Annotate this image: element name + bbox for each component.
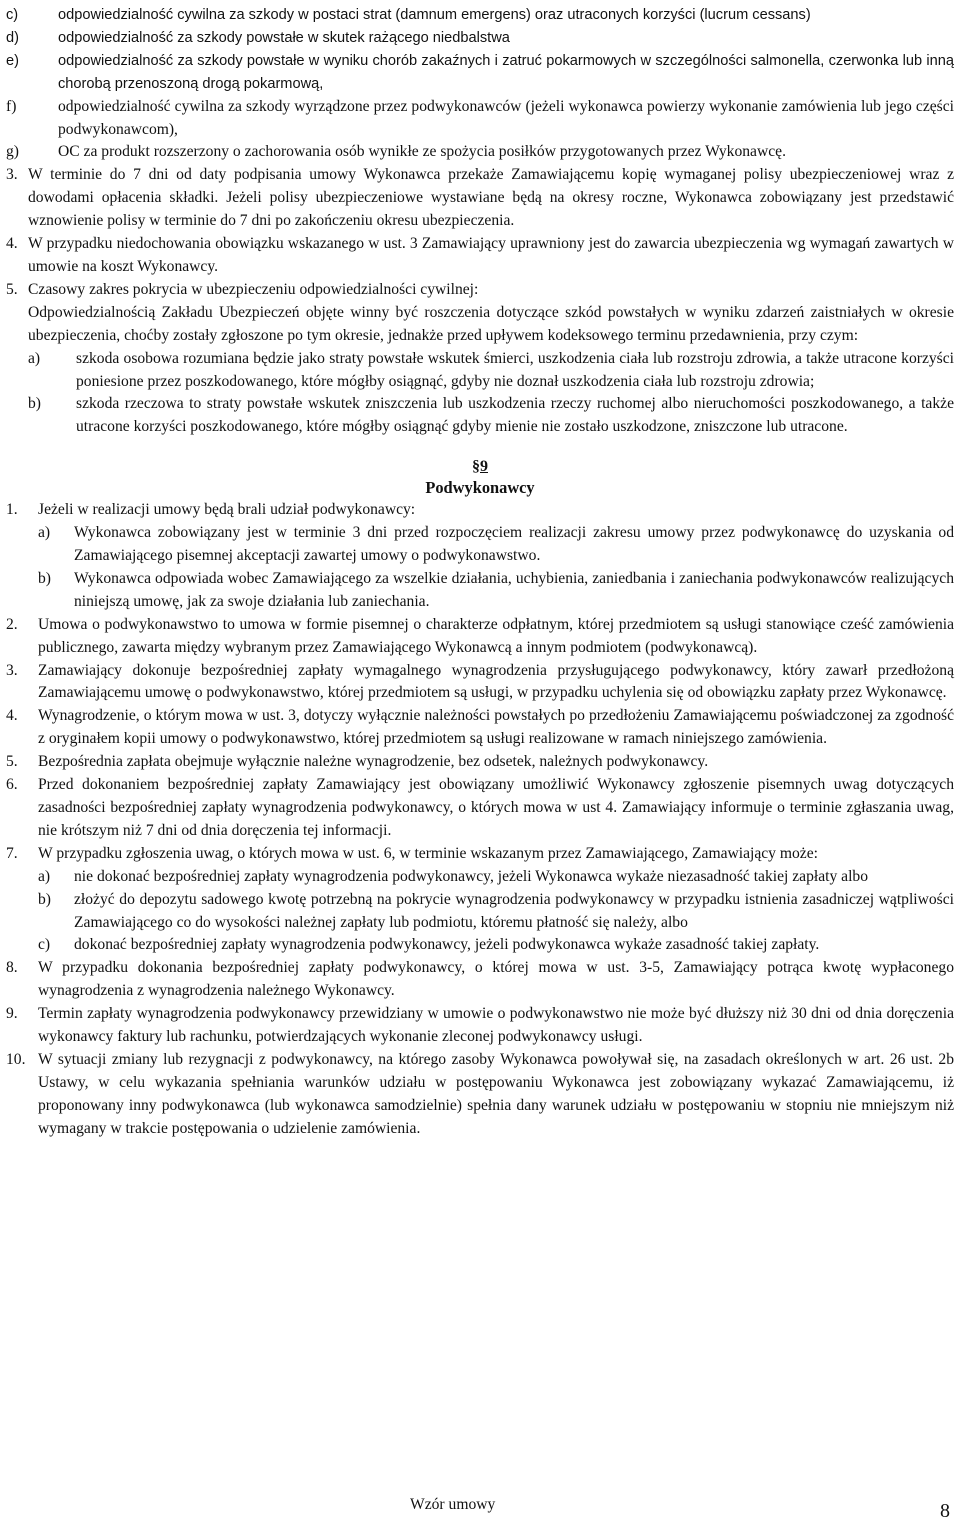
point-label: 6.	[6, 776, 18, 794]
s9-point-9	[6, 1003, 954, 1049]
item-text: odpowiedzialność za szkody powstałe w wyniku chorób zakaźnych i zatruć pokarmowych w szczególności salmonella, czerwonka lub inną chorobą przenoszoną drogą pokarmową,	[58, 52, 954, 92]
list-item	[6, 522, 954, 568]
point-heading: Czasowy zakres pokrycia w ubezpieczeniu odpowiedzialności cywilnej:	[28, 280, 479, 298]
point-text: Wynagrodzenie, o którym mowa w ust. 3, dotyczy wyłącznie należności powstałych po przedłożeniu Zamawiającemu poświadczonej za zgodność z oryginałem kopii umowy o podwykonawstwo, której przedmiotem są usługi realizowane w ramach niniejszego zamówienia.	[38, 707, 954, 748]
item-label: a)	[38, 867, 51, 885]
point-text: Jeżeli w realizacji umowy będą brali udział podwykonawcy:	[38, 501, 416, 519]
list-item	[6, 50, 954, 96]
item-text: złożyć do depozytu sadowego kwotę potrzebną na pokrycie wynagrodzenia podwykonawcy w przypadku istnienia zasadniczej wątpliwości Zamawiającego co do wysokości należnej zapłaty lub podmiotu, któremu płatność się należy, albo	[74, 890, 954, 931]
s9-point-4	[6, 705, 954, 751]
point-label: 3.	[6, 166, 18, 184]
point-label: 9.	[6, 1005, 18, 1023]
list-item	[6, 889, 954, 935]
item-text: dokonać bezpośredniej zapłaty wynagrodzenia podwykonawcy, jeżeli podwykonawca wykaże zasadność takiej zapłaty.	[74, 936, 820, 954]
point-text: W przypadku niedochowania obowiązku wskazanego w ust. 3 Zamawiający uprawniony jest do zawarcia ubezpieczenia wg wymagań zawartych w umowie na koszt Wykonawcy.	[28, 235, 954, 275]
item-label: c)	[38, 936, 51, 954]
section-number: 9	[480, 458, 488, 476]
item-text: szkoda osobowa rozumiana będzie jako straty powstałe wskutek śmierci, uszkodzenia ciała lub rozstroju zdrowia, a także utracone korzyści poniesione przez poszkodowanego, które mógłby osiągnąć, gdyby nie doznał uszkodzenia ciała lub rozstroju zdrowia;	[76, 349, 954, 390]
item-text: nie dokonać bezpośredniej zapłaty wynagrodzenia podwykonawcy, jeżeli Wykonawca wykaże niezasadność takiej zapłaty albo	[74, 867, 869, 885]
page-number: 8	[940, 1500, 950, 1522]
point-text: Przed dokonaniem bezpośredniej zapłaty Zamawiający jest obowiązany umożliwić Wykonawcy zgłoszenie pisemnych uwag dotyczących zasadności bezpośredniej zapłaty wynagrodzenia podwykonawcy, o których mowa w ust 4. Zamawiający informuje o terminie zgłaszania uwag, nie krótszym niż 7 dni od dnia doręczenia tej informacji.	[38, 776, 954, 839]
point-text: W przypadku zgłoszenia uwag, o których mowa w ust. 6, w terminie wskazanym przez Zamawiającego, Zamawiający może:	[38, 844, 818, 862]
list-item	[6, 96, 954, 142]
point-text: Umowa o podwykonawstwo to umowa w formie pisemnej o charakterze odpłatnym, której przedmiotem są usługi stanowiące cześć zamówienia publicznego, zawarta między wybranym przez Zamawiającego Wykonawcą a innym podmiotem (podwykonawcą).	[38, 615, 954, 656]
s9-point-7	[6, 843, 954, 866]
item-text: odpowiedzialność za szkody powstałe w skutek rażącego niedbalstwa	[58, 29, 510, 46]
point-text: W terminie do 7 dni od daty podpisania umowy Wykonawca przekaże Zamawiającemu kopię wymaganej polisy ubezpieczeniowej wraz z dowodami opłacenia składki. Jeżeli polisy ubezpieczeniowe wystawiane będą na okresy roczne, Wykonawca zobowiązany jest przedstawić wznowienie polisy w terminie do 7 dni po zakończeniu okresu ubezpieczenia.	[28, 166, 954, 230]
item-text: szkoda rzeczowa to straty powstałe wskutek zniszczenia lub uszkodzenia rzeczy ruchomej albo nieruchomości poszkodowanego, a także utracone korzyści poszkodowanego, które mógłby osiągnąć gdyby mienie nie zostało uszkodzone, zniszczone lub utracone.	[76, 395, 954, 436]
footer-label: Wzór umowy	[410, 1496, 496, 1513]
liability-list-serif	[6, 96, 954, 165]
section-title: Podwykonawcy	[425, 478, 535, 498]
list-item	[6, 141, 954, 164]
item-text: Wykonawca odpowiada wobec Zamawiającego za wszelkie działania, uchybienia, zaniedbania i zaniechania podwykonawców realizujących niniejszą umowę, jak za swoje działania lub zaniechania.	[74, 569, 954, 610]
item-label: c)	[6, 7, 19, 23]
page-content	[6, 4, 954, 1141]
list-item	[28, 393, 954, 439]
point-5	[6, 279, 954, 302]
point-5-body	[6, 302, 954, 439]
item-label: b)	[38, 890, 51, 908]
point-label: 7.	[6, 844, 18, 862]
section-mark: §9	[472, 458, 488, 476]
item-label: a)	[38, 524, 51, 542]
point-label: 8.	[6, 959, 18, 977]
item-label: b)	[38, 569, 51, 587]
s9-point-1	[6, 499, 954, 522]
point-body-text: Odpowiedzialnością Zakładu Ubezpieczeń objęte winny być roszczenia dotyczące szkód powstałych w wyniku zdarzeń zaistniałych w okresie ubezpieczenia, choćby zostały zgłoszone po tym okresie, jednakże przed upływem kodeksowego terminu przedawnienia, przy czym:	[28, 303, 954, 344]
item-text: odpowiedzialność cywilna za szkody w postaci strat (damnum emergens) oraz utraconych korzyści (lucrum cessans)	[58, 7, 811, 23]
item-text: odpowiedzialność cywilna za szkody wyrządzone przez podwykonawców (jeżeli wykonawca powierzy wykonanie zamówienia lub jego części podwykonawcom),	[58, 97, 954, 138]
liability-list	[6, 4, 954, 96]
list-item	[6, 27, 954, 50]
s9-point-8	[6, 957, 954, 1003]
point-label: 1.	[6, 501, 18, 519]
list-item	[6, 4, 954, 27]
s9-point-3	[6, 660, 954, 706]
item-label: e)	[6, 52, 19, 69]
point-3	[6, 164, 954, 233]
list-item	[6, 934, 954, 957]
item-text: OC za produkt rozszerzony o zachorowania osób wynikłe ze spożycia posiłków przygotowanych przez Wykonawcę.	[58, 143, 786, 161]
point-text: Termin zapłaty wynagrodzenia podwykonawcy przewidziany w umowie o podwykonawstwo nie może być dłuższy niż 30 dni od dnia doręczenia wykonawcy faktury lub rachunku, potwierdzających wykonanie zleconej podwykonawcy usługi.	[38, 1005, 954, 1046]
list-item	[6, 568, 954, 614]
point-text: W sytuacji zmiany lub rezygnacji z podwykonawcy, na którego zasoby Wykonawca powoływał się, na zasadach określonych w art. 26 ust. 2b Ustawy, w celu wykazania spełniania warunków udziału w postępowaniu Wykonawca jest zobowiązany wykazać Zamawiającemu, iż proponowany inny podwykonawca (lub wykonawca samodzielnie) spełnia dany warunek udziału w postępowaniu w stopniu nie mniejszym niż wymagany w trakcie postępowania o udzielenie zamówienia.	[38, 1050, 954, 1137]
item-label: f)	[6, 97, 17, 115]
point-text: W przypadku dokonania bezpośredniej zapłaty podwykonawcy, o której mowa w ust. 3-5, Zamawiający potrąca kwotę wypłaconego wynagrodzenia z wynagrodzenia należnego Wykonawcy.	[38, 959, 954, 1000]
point-label: 5.	[6, 753, 18, 771]
item-label: b)	[28, 395, 41, 413]
point-label: 5.	[6, 280, 18, 298]
s9-point-2	[6, 614, 954, 660]
point-label: 4.	[6, 707, 18, 725]
s9-point-10	[6, 1049, 954, 1141]
item-label: g)	[6, 143, 19, 161]
point-text: Bezpośrednia zapłata obejmuje wyłącznie należne wynagrodzenie, bez odsetek, należnych podwykonawcy.	[38, 753, 709, 771]
point-label: 3.	[6, 661, 18, 679]
list-item	[6, 866, 954, 889]
s9-point-6	[6, 774, 954, 843]
list-item	[28, 348, 954, 394]
point-label: 10.	[6, 1050, 26, 1068]
point-label: 4.	[6, 235, 18, 253]
point-4	[6, 233, 954, 279]
item-label: d)	[6, 29, 19, 46]
point-text: Zamawiający dokonuje bezpośredniej zapłaty wymagalnego wynagrodzenia przysługującego podwykonawcy, który zawarł przedłożoną Zamawiającemu umowę o podwykonawstwo, której przedmiotem są usługi, w przypadku uchylenia się od obowiązku zapłaty przez Wykonawcę.	[38, 661, 954, 702]
point-label: 2.	[6, 615, 18, 633]
item-label: a)	[28, 349, 41, 367]
item-text: Wykonawca zobowiązany jest w terminie 3 dni przed rozpoczęciem realizacji zakresu umowy przez podwykonawcę do uzyskania od Zamawiającego pisemnej akceptacji zawartej umowy o podwykonawstwo.	[74, 524, 954, 565]
s9-point-5	[6, 751, 954, 774]
